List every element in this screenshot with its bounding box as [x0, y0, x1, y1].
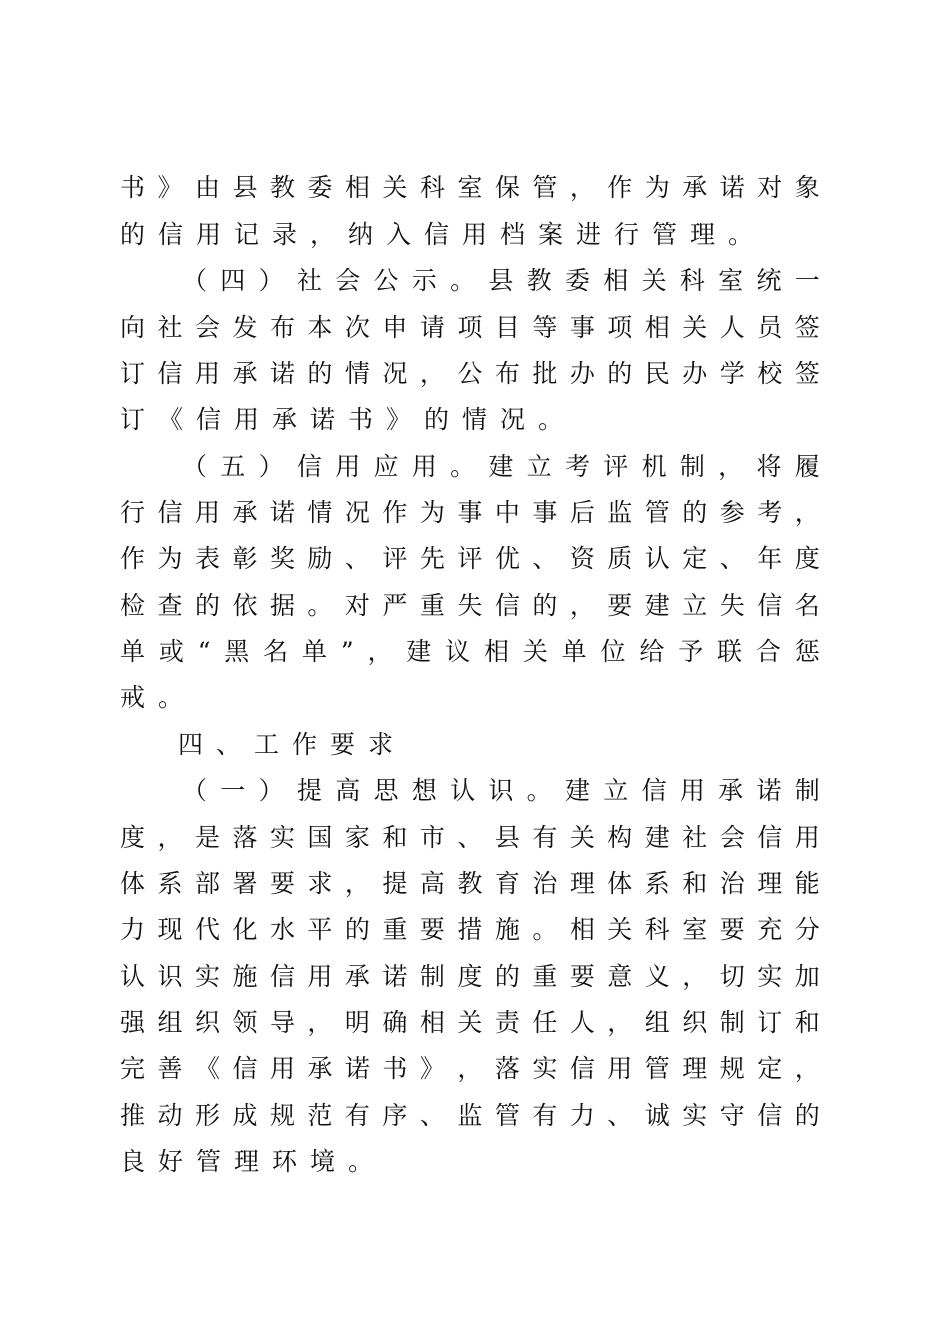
- text-line: 认 识 实 施 信 用 承 诺 制 度 的 重 要 意 义 ， 切 实 加: [120, 962, 820, 991]
- section-heading: 四、工作要求: [178, 730, 407, 759]
- text-line: 完 善 《 信 用 承 诺 书 》 ， 落 实 信 用 管 理 规 定 ，: [120, 1054, 820, 1083]
- text-line: 订《信用承诺书》的情况。: [120, 405, 577, 434]
- text-line: 戒。: [120, 683, 197, 712]
- text-line: 行 信 用 承 诺 情 况 作 为 事 中 事 后 监 管 的 参 考 ，: [120, 498, 820, 527]
- text-line: 检 查 的 依 据 。 对 严 重 失 信 的 ， 要 建 立 失 信 名: [120, 591, 820, 620]
- text-line: 向 社 会 发 布 本 次 申 请 项 目 等 事 项 相 关 人 员 签: [120, 313, 820, 342]
- text-line: 体 系 部 署 要 求 ， 提 高 教 育 治 理 体 系 和 治 理 能: [120, 869, 820, 898]
- text-line: 力 现 代 化 水 平 的 重 要 措 施 。 相 关 科 室 要 充 分: [120, 915, 820, 944]
- text-line: 良好管理环境。: [120, 1147, 387, 1176]
- text-line: 作 为 表 彰 奖 励 、 评 先 评 优 、 资 质 认 定 、 年 度: [120, 544, 820, 573]
- text-line: 度 ， 是 落 实 国 家 和 市 、 县 有 关 构 建 社 会 信 用: [120, 823, 820, 852]
- text-line: 订 信 用 承 诺 的 情 况 ， 公 布 批 办 的 民 办 学 校 签: [120, 359, 820, 388]
- text-line: 单 或 “ 黑 名 单 ” ， 建 议 相 关 单 位 给 予 联 合 惩: [120, 637, 820, 666]
- text-line: 书 》 由 县 教 委 相 关 科 室 保 管 ， 作 为 承 诺 对 象: [120, 173, 820, 202]
- text-line: （ 一 ） 提 高 思 想 认 识 。 建 立 信 用 承 诺 制: [182, 776, 820, 805]
- text-line: 的信用记录，纳入信用档案进行管理。: [120, 220, 767, 249]
- text-line: 强 组 织 领 导 ， 明 确 相 关 责 任 人 ， 组 织 制 订 和: [120, 1008, 820, 1037]
- text-line: （ 四 ） 社 会 公 示 。 县 教 委 相 关 科 室 统 一: [182, 266, 820, 295]
- text-line: 推 动 形 成 规 范 有 序 、 监 管 有 力 、 诚 实 守 信 的: [120, 1101, 820, 1130]
- text-line: （ 五 ） 信 用 应 用 。 建 立 考 评 机 制 ， 将 履: [182, 452, 820, 481]
